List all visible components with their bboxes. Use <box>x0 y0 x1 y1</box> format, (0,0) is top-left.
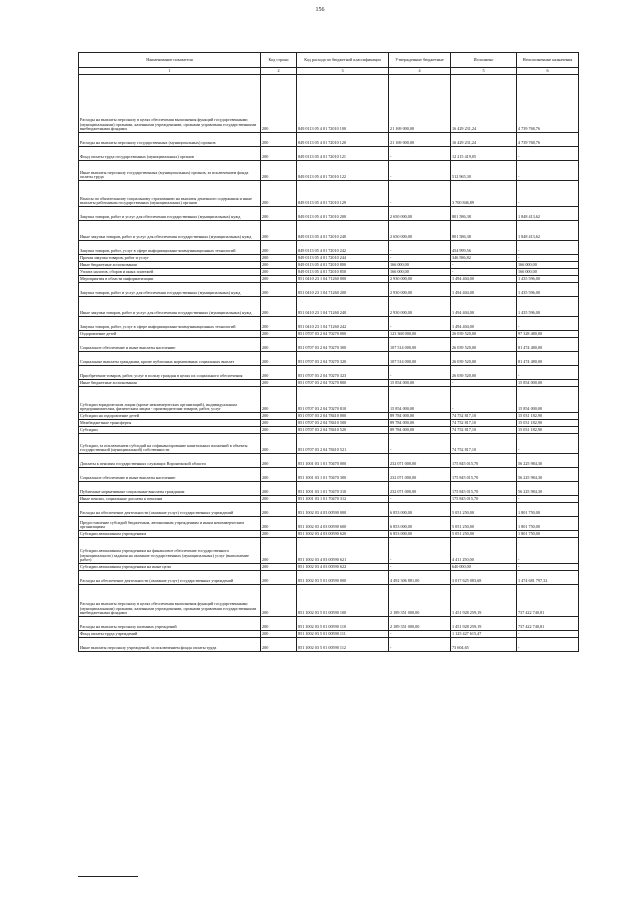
row-approved: 21 169 000,00 <box>389 133 451 147</box>
row-approved: 2 930 000,00 <box>389 276 451 283</box>
row-executed: - <box>451 269 517 276</box>
row-executed: 5 051 250,00 <box>451 517 517 531</box>
table-row <box>79 283 579 297</box>
row-line-code: 200 <box>261 269 297 276</box>
row-name: Фонд оплаты труда учреждений <box>79 631 261 638</box>
row-executed: - <box>451 262 517 269</box>
row-name: Иные бюджетные ассигнования <box>79 262 261 269</box>
row-unexecuted: - <box>517 255 579 262</box>
row-unexecuted: 56 225 984,30 <box>517 454 579 468</box>
row-approved: 2 189 351 000,00 <box>389 617 451 631</box>
row-line-code: 200 <box>261 517 297 531</box>
table-row <box>79 352 579 366</box>
row-line-code: 200 <box>261 387 297 413</box>
row-executed: 26 039 520,00 <box>451 352 517 366</box>
row-name: Закупка товаров, работ, услуг в сфере информационно-коммуникационных технологий <box>79 317 261 331</box>
row-unexecuted: 97 328 480,00 <box>517 331 579 338</box>
row-executed: 16 429 231,24 <box>451 133 517 147</box>
row-unexecuted: 1 801 750,00 <box>517 531 579 538</box>
row-budget-code: 851 1001 03 1 01 70470 310 <box>297 482 389 496</box>
row-approved: 2 930 000,00 <box>389 297 451 317</box>
row-unexecuted: - <box>517 434 579 454</box>
row-approved: 232 071 000,00 <box>389 454 451 468</box>
row-unexecuted: 81 474 480,00 <box>517 338 579 352</box>
table-row <box>79 241 579 255</box>
row-executed: 346 586,82 <box>451 255 517 262</box>
table-row <box>79 387 579 413</box>
row-line-code: 200 <box>261 454 297 468</box>
row-line-code: 200 <box>261 276 297 283</box>
row-budget-code: 851 0707 03 2 04 70270 323 <box>297 366 389 380</box>
row-budget-code: 851 1001 03 1 01 70470 312 <box>297 496 389 503</box>
table-row <box>79 538 579 564</box>
row-executed: 26 039 520,00 <box>451 331 517 338</box>
row-budget-code: 851 0707 03 2 04 70270 000 <box>297 331 389 338</box>
row-executed: 1 494 404,00 <box>451 276 517 283</box>
row-budget-code: 849 0113 05 4 01 72010 240 <box>297 221 389 241</box>
row-name: Социальные выплаты гражданам, кроме публичных нормативных социальных выплат <box>79 352 261 366</box>
table-row <box>79 331 579 338</box>
row-unexecuted: 4 739 768,76 <box>517 133 579 147</box>
row-approved: 123 368 000,00 <box>389 331 451 338</box>
row-line-code: 200 <box>261 207 297 221</box>
row-approved: 2 650 000,00 <box>389 221 451 241</box>
row-budget-code: 851 0410 23 1 04 71260 240 <box>297 297 389 317</box>
row-name: Социальное обеспечение и иные выплаты населению <box>79 338 261 352</box>
row-unexecuted: 1 848 413,62 <box>517 207 579 221</box>
row-line-code: 200 <box>261 503 297 517</box>
row-line-code: 200 <box>261 617 297 631</box>
row-executed: 1 125 427 615,47 <box>451 631 517 638</box>
row-approved: - <box>389 366 451 380</box>
row-budget-code: 851 0707 03 2 04 78410 520 <box>297 427 389 434</box>
row-name: Закупка товаров, работ и услуг для обеспечения государственных (муниципальных) нужд <box>79 207 261 221</box>
row-executed: 16 429 231,24 <box>451 75 517 133</box>
row-unexecuted: - <box>517 181 579 207</box>
row-executed: 1 451 928 259,19 <box>451 617 517 631</box>
row-unexecuted: 15 031 182,90 <box>517 420 579 427</box>
row-approved: 2 930 000,00 <box>389 283 451 297</box>
row-name: Закупка товаров, работ и услуг для обеспечения государственных (муниципальных) нужд <box>79 283 261 297</box>
row-budget-code: 849 0113 05 4 01 72010 129 <box>297 181 389 207</box>
row-name: Публичные нормативные социальные выплаты гражданам <box>79 482 261 496</box>
table-row <box>79 638 579 652</box>
table-row <box>79 317 579 331</box>
header-row <box>79 53 579 68</box>
row-name: Иные выплаты персоналу учреждений, за исключением фонда оплаты труда <box>79 638 261 652</box>
row-approved: - <box>389 564 451 571</box>
row-name: Уплата налогов, сборов и иных платежей <box>79 269 261 276</box>
row-approved: 2 189 351 000,00 <box>389 585 451 617</box>
row-line-code: 200 <box>261 338 297 352</box>
row-budget-code: 851 1002 03 5 01 00590 100 <box>297 585 389 617</box>
header-indicator-name: Наименование показателя <box>79 53 261 68</box>
row-approved: - <box>389 181 451 207</box>
table-row <box>79 434 579 454</box>
row-executed: 1 451 928 259,19 <box>451 585 517 617</box>
row-line-code: 200 <box>261 531 297 538</box>
row-budget-code: 851 1002 03 5 01 00590 110 <box>297 617 389 631</box>
column-number: 2 <box>261 68 297 75</box>
row-name: Фонд оплаты труда государственных (муниципальных) органов <box>79 147 261 161</box>
footnote-divider <box>78 876 138 877</box>
table-row <box>79 207 579 221</box>
column-number: 6 <box>517 68 579 75</box>
row-executed: 175 845 015,70 <box>451 496 517 503</box>
row-line-code: 200 <box>261 482 297 496</box>
table-row <box>79 571 579 585</box>
row-name: Субсидии автономным учреждениям <box>79 531 261 538</box>
row-name: Расходы на выплаты персоналу казенных учреждений <box>79 617 261 631</box>
row-name: Предоставление субсидий бюджетным, автономным учреждениям и иным некоммерческим организациям <box>79 517 261 531</box>
row-unexecuted: 15 854 000,00 <box>517 380 579 387</box>
row-executed: 175 845 015,70 <box>451 454 517 468</box>
row-budget-code: 851 0410 23 1 04 71260 200 <box>297 283 389 297</box>
row-name: Социальное обеспечение и иные выплаты населению <box>79 468 261 482</box>
row-line-code: 200 <box>261 133 297 147</box>
table-row <box>79 338 579 352</box>
column-number: 1 <box>79 68 261 75</box>
row-executed: - <box>451 380 517 387</box>
table-row <box>79 75 579 133</box>
row-unexecuted: 737 422 740,81 <box>517 617 579 631</box>
row-name: Иные выплаты персоналу государственных (муниципальных) органов, за исключением фонда оплаты труда <box>79 161 261 181</box>
row-executed: 640 000,00 <box>451 564 517 571</box>
row-line-code: 200 <box>261 434 297 454</box>
row-line-code: 200 <box>261 496 297 503</box>
row-name: Закупка товаров, работ, услуг в сфере информационно-коммуникационных технологий <box>79 241 261 255</box>
row-approved: - <box>389 538 451 564</box>
row-budget-code: 851 0707 03 2 04 70270 810 <box>297 387 389 413</box>
header-unexecuted: Неисполненные назначения <box>517 53 579 68</box>
row-budget-code: 851 1002 03 4 03 00590 621 <box>297 538 389 564</box>
row-approved: 4 492 306 881,00 <box>389 571 451 585</box>
table-row <box>79 427 579 434</box>
row-name: Субсидии автономным учреждениям на финансовое обеспечение государственного (муниципального) задания на оказание государственных (муниципальных) услуг (выполнение работ) <box>79 538 261 564</box>
row-executed: 801 586,38 <box>451 207 517 221</box>
row-approved: 21 169 000,00 <box>389 75 451 133</box>
row-unexecuted: 15 031 182,90 <box>517 413 579 420</box>
row-name: Субсидии, за исключением субсидий на софинансирование капитальных вложений в объекты государственной (муниципальной) собственности <box>79 434 261 454</box>
row-budget-code: 849 0113 05 4 01 72010 800 <box>297 262 389 269</box>
row-budget-code: 849 0113 05 4 01 72010 242 <box>297 241 389 255</box>
row-approved: 6 853 000,00 <box>389 531 451 538</box>
row-unexecuted: 1 435 596,00 <box>517 297 579 317</box>
row-line-code: 200 <box>261 255 297 262</box>
row-approved: - <box>389 161 451 181</box>
row-approved: 166 000,00 <box>389 269 451 276</box>
row-line-code: 200 <box>261 468 297 482</box>
row-name: Оздоровление детей <box>79 331 261 338</box>
header-line-code: Код строки <box>261 53 297 68</box>
budget-execution-table <box>78 52 579 652</box>
row-name: Расходы на выплаты персоналу в целях обеспечения выполнения функций государственными (муниципальными) органами, казенными учреждениями, органами управления государственными внебюджетными фондами <box>79 75 261 133</box>
row-approved: 232 071 000,00 <box>389 482 451 496</box>
row-unexecuted: 56 225 984,30 <box>517 482 579 496</box>
table-row <box>79 269 579 276</box>
row-line-code: 200 <box>261 538 297 564</box>
table-row <box>79 221 579 241</box>
row-line-code: 200 <box>261 147 297 161</box>
row-budget-code: 851 0707 03 2 04 78410 000 <box>297 413 389 420</box>
header-executed: Исполнено <box>451 53 517 68</box>
row-unexecuted: 1 474 681 797,32 <box>517 571 579 585</box>
row-unexecuted: 15 031 182,90 <box>517 427 579 434</box>
table-row <box>79 496 579 503</box>
row-unexecuted: 81 474 480,00 <box>517 352 579 366</box>
row-line-code: 200 <box>261 366 297 380</box>
table-row <box>79 380 579 387</box>
row-approved: 6 853 000,00 <box>389 517 451 531</box>
table-row <box>79 366 579 380</box>
column-number: 5 <box>451 68 517 75</box>
table-row <box>79 276 579 283</box>
row-unexecuted: 166 000,00 <box>517 262 579 269</box>
row-executed: 5 051 250,00 <box>451 531 517 538</box>
row-approved: - <box>389 638 451 652</box>
row-unexecuted: 1 801 750,00 <box>517 517 579 531</box>
row-executed: 26 039 520,00 <box>451 338 517 352</box>
row-executed: 74 752 817,10 <box>451 420 517 427</box>
row-unexecuted: - <box>517 538 579 564</box>
row-name: Субсидии на оздоровление детей <box>79 413 261 420</box>
row-executed: 801 586,38 <box>451 221 517 241</box>
row-line-code: 200 <box>261 631 297 638</box>
row-approved: 107 514 000,00 <box>389 352 451 366</box>
row-unexecuted: 4 739 768,76 <box>517 75 579 133</box>
row-name: Иные бюджетные ассигнования <box>79 380 261 387</box>
row-approved: 89 784 000,00 <box>389 420 451 427</box>
row-budget-code: 851 0707 03 2 04 70270 800 <box>297 380 389 387</box>
row-budget-code: 851 1001 03 1 01 70470 300 <box>297 468 389 482</box>
row-executed: 3 700 846,89 <box>451 181 517 207</box>
row-unexecuted: - <box>517 496 579 503</box>
row-name: Иные закупки товаров, работ и услуг для обеспечения государственных (муниципальных) нужд <box>79 221 261 241</box>
row-approved: - <box>389 434 451 454</box>
row-approved: 89 784 000,00 <box>389 413 451 420</box>
row-executed: 1 494 404,00 <box>451 317 517 331</box>
table-row <box>79 161 579 181</box>
row-name: Расходы на обеспечение деятельности (оказание услуг) государственных учреждений <box>79 503 261 517</box>
row-unexecuted: 1 801 750,00 <box>517 503 579 517</box>
table-row <box>79 468 579 482</box>
column-number: 4 <box>389 68 451 75</box>
row-executed: 512 965,30 <box>451 161 517 181</box>
row-name: Расходы на обеспечение деятельности (оказание услуг) государственных учреждений <box>79 571 261 585</box>
row-line-code: 200 <box>261 638 297 652</box>
row-approved: - <box>389 631 451 638</box>
row-name: Приобретение товаров, работ, услуг в пользу граждан в целях их социального обеспечения <box>79 366 261 380</box>
row-unexecuted: 1 435 596,00 <box>517 276 579 283</box>
row-unexecuted: - <box>517 147 579 161</box>
row-line-code: 200 <box>261 297 297 317</box>
row-line-code: 200 <box>261 413 297 420</box>
row-approved: - <box>389 147 451 161</box>
row-executed: 1 494 404,00 <box>451 283 517 297</box>
header-budget-classification: Код расхода по бюджетной классификации <box>297 53 389 68</box>
table-row <box>79 617 579 631</box>
row-approved: 166 000,00 <box>389 262 451 269</box>
row-unexecuted: 56 225 984,30 <box>517 468 579 482</box>
table-row <box>79 503 579 517</box>
row-approved: 2 650 000,00 <box>389 207 451 221</box>
row-budget-code: 851 1002 03 5 01 00590 111 <box>297 631 389 638</box>
row-budget-code: 851 0707 03 2 04 70270 300 <box>297 338 389 352</box>
row-name: Иные пенсии, социальные доплаты к пенсиям <box>79 496 261 503</box>
header-approved: Утвержденные бюджетные <box>389 53 451 68</box>
row-executed: 74 752 817,10 <box>451 413 517 420</box>
row-name: Расходы на выплаты персоналу в целях обеспечения выполнения функций государственными (муниципальными) органами, казенными учреждениями, органами управления государственными внебюджетными фондами <box>79 585 261 617</box>
row-line-code: 200 <box>261 181 297 207</box>
row-line-code: 200 <box>261 317 297 331</box>
table-row <box>79 420 579 427</box>
row-budget-code: 849 0113 05 4 01 72010 122 <box>297 161 389 181</box>
row-line-code: 200 <box>261 331 297 338</box>
row-budget-code: 851 1001 03 1 01 70470 000 <box>297 454 389 468</box>
row-line-code: 200 <box>261 564 297 571</box>
row-approved: - <box>389 241 451 255</box>
page-number: 156 <box>315 7 325 13</box>
row-budget-code: 849 0113 05 4 01 72010 121 <box>297 147 389 161</box>
row-budget-code: 849 0113 05 4 01 72010 120 <box>297 133 389 147</box>
row-executed: 73 604,65 <box>451 638 517 652</box>
row-budget-code: 851 1002 03 5 01 00590 112 <box>297 638 389 652</box>
row-line-code: 200 <box>261 380 297 387</box>
table-row <box>79 531 579 538</box>
row-name: Взносы по обязательному социальному страхованию на выплаты денежного содержания и иные выплаты работникам государственных (муниципальных) органов <box>79 181 261 207</box>
row-name: Субсидии юридическим лицам (кроме некоммерческих организаций), индивидуальным предпринимателям, физическим лицам - производителям товаров, работ, услуг <box>79 387 261 413</box>
row-name: Расходы на выплаты персоналу государственных (муниципальных) органов <box>79 133 261 147</box>
row-approved: - <box>389 255 451 262</box>
table-body <box>79 75 579 652</box>
row-line-code: 200 <box>261 352 297 366</box>
table-row <box>79 564 579 571</box>
row-budget-code: 849 0113 05 4 01 72010 244 <box>297 255 389 262</box>
table-row <box>79 413 579 420</box>
table-row <box>79 181 579 207</box>
row-unexecuted: 15 854 000,00 <box>517 387 579 413</box>
table-row <box>79 517 579 531</box>
row-unexecuted: - <box>517 366 579 380</box>
row-executed: 12 215 419,05 <box>451 147 517 161</box>
row-line-code: 200 <box>261 75 297 133</box>
column-number: 3 <box>297 68 389 75</box>
row-line-code: 200 <box>261 221 297 241</box>
row-executed: 4 411 250,00 <box>451 538 517 564</box>
row-unexecuted: - <box>517 638 579 652</box>
row-name: Мероприятия в области информатизации <box>79 276 261 283</box>
row-name: Субсидии автономным учреждениям на иные цели <box>79 564 261 571</box>
row-approved: 15 854 000,00 <box>389 387 451 413</box>
row-line-code: 200 <box>261 571 297 585</box>
row-executed: 175 845 015,70 <box>451 482 517 496</box>
row-line-code: 200 <box>261 262 297 269</box>
table-row <box>79 585 579 617</box>
row-budget-code: 851 1002 03 4 03 00590 000 <box>297 503 389 517</box>
row-approved: 232 071 000,00 <box>389 468 451 482</box>
row-line-code: 200 <box>261 161 297 181</box>
row-budget-code: 851 1002 03 4 03 00590 622 <box>297 564 389 571</box>
row-unexecuted: 1 435 596,00 <box>517 283 579 297</box>
row-budget-code: 851 0707 03 2 04 70270 320 <box>297 352 389 366</box>
row-approved: 6 853 000,00 <box>389 503 451 517</box>
row-executed: 175 845 015,70 <box>451 468 517 482</box>
row-budget-code: 851 1002 03 4 03 00590 600 <box>297 517 389 531</box>
row-line-code: 200 <box>261 283 297 297</box>
row-name: Прочая закупка товаров, работ и услуг <box>79 255 261 262</box>
row-name: Межбюджетные трансферты <box>79 420 261 427</box>
table-row <box>79 482 579 496</box>
column-number-row <box>79 68 579 75</box>
row-executed: - <box>451 387 517 413</box>
table-row <box>79 255 579 262</box>
row-budget-code: 851 0707 03 2 04 78410 521 <box>297 434 389 454</box>
row-approved: 107 514 000,00 <box>389 338 451 352</box>
row-unexecuted: 737 422 740,81 <box>517 585 579 617</box>
row-budget-code: 851 0410 23 1 04 71260 000 <box>297 276 389 283</box>
row-budget-code: 851 0707 03 2 04 78410 500 <box>297 420 389 427</box>
row-approved: 89 784 000,00 <box>389 427 451 434</box>
table-row <box>79 297 579 317</box>
row-budget-code: 851 1002 03 4 03 00590 620 <box>297 531 389 538</box>
table-row <box>79 133 579 147</box>
row-unexecuted: - <box>517 631 579 638</box>
row-name: Доплаты к пенсиям государственных служащих Воронежской области <box>79 454 261 468</box>
row-executed: 26 039 520,00 <box>451 366 517 380</box>
row-approved: 15 854 000,00 <box>389 380 451 387</box>
row-approved: - <box>389 496 451 503</box>
table-row <box>79 454 579 468</box>
row-budget-code: 849 0113 05 4 01 72010 850 <box>297 269 389 276</box>
row-executed: 5 051 250,00 <box>451 503 517 517</box>
row-line-code: 200 <box>261 585 297 617</box>
row-executed: 1 494 404,00 <box>451 297 517 317</box>
row-budget-code: 851 1002 03 5 01 00590 000 <box>297 571 389 585</box>
row-executed: 74 752 817,10 <box>451 427 517 434</box>
row-budget-code: 849 0113 05 4 01 72010 100 <box>297 75 389 133</box>
row-unexecuted: - <box>517 564 579 571</box>
row-unexecuted: 166 000,00 <box>517 269 579 276</box>
table-row <box>79 631 579 638</box>
row-executed: 74 752 817,10 <box>451 434 517 454</box>
row-executed: 3 017 625 083,68 <box>451 571 517 585</box>
row-unexecuted: 1 848 413,62 <box>517 221 579 241</box>
row-line-code: 200 <box>261 241 297 255</box>
row-name: Субсидии <box>79 427 261 434</box>
row-line-code: 200 <box>261 420 297 427</box>
row-budget-code: 849 0113 05 4 01 72010 200 <box>297 207 389 221</box>
row-unexecuted: - <box>517 241 579 255</box>
row-approved: - <box>389 317 451 331</box>
table-row <box>79 147 579 161</box>
row-name: Иные закупки товаров, работ и услуг для обеспечения государственных (муниципальных) нужд <box>79 297 261 317</box>
table-row <box>79 262 579 269</box>
row-budget-code: 851 0410 23 1 04 71260 242 <box>297 317 389 331</box>
row-unexecuted: - <box>517 161 579 181</box>
row-line-code: 200 <box>261 427 297 434</box>
row-unexecuted: - <box>517 317 579 331</box>
row-executed: 454 999,56 <box>451 241 517 255</box>
